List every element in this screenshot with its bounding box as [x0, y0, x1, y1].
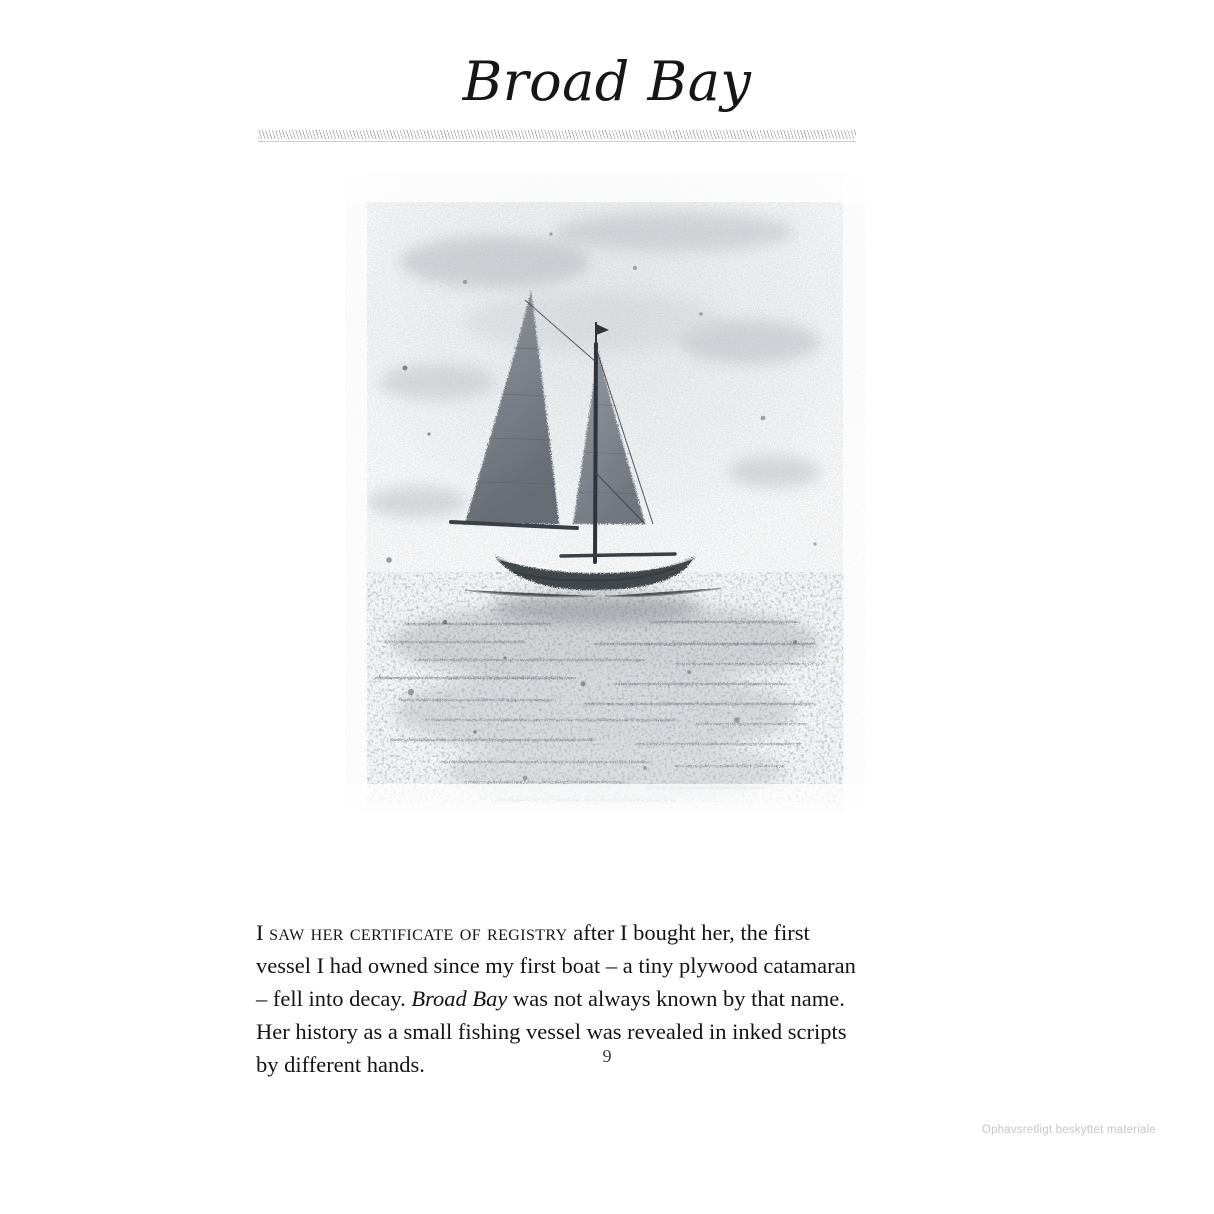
page-title: Broad Bay: [462, 50, 752, 113]
title-divider: [258, 130, 856, 139]
paragraph-small-caps: saw her certificate of registry: [269, 919, 568, 945]
copyright-watermark: Ophavsretligt beskyttet materiale: [981, 1124, 1156, 1136]
page-number: 9: [602, 1046, 612, 1066]
paragraph-italic-title: Broad Bay: [411, 985, 508, 1011]
sailboat-ink-wash-illustration: [345, 172, 865, 812]
paragraph-lead-in: I: [256, 919, 264, 945]
paragraph-part-2: was not always known by that name. Her history as a small fishing vessel was revealed in inked scripts by different hands.: [256, 985, 847, 1077]
paragraph-part-1: after I bought her, the first vessel I had owned since my first boat – a tiny plywood catamaran – fell into decay.: [256, 919, 856, 1011]
